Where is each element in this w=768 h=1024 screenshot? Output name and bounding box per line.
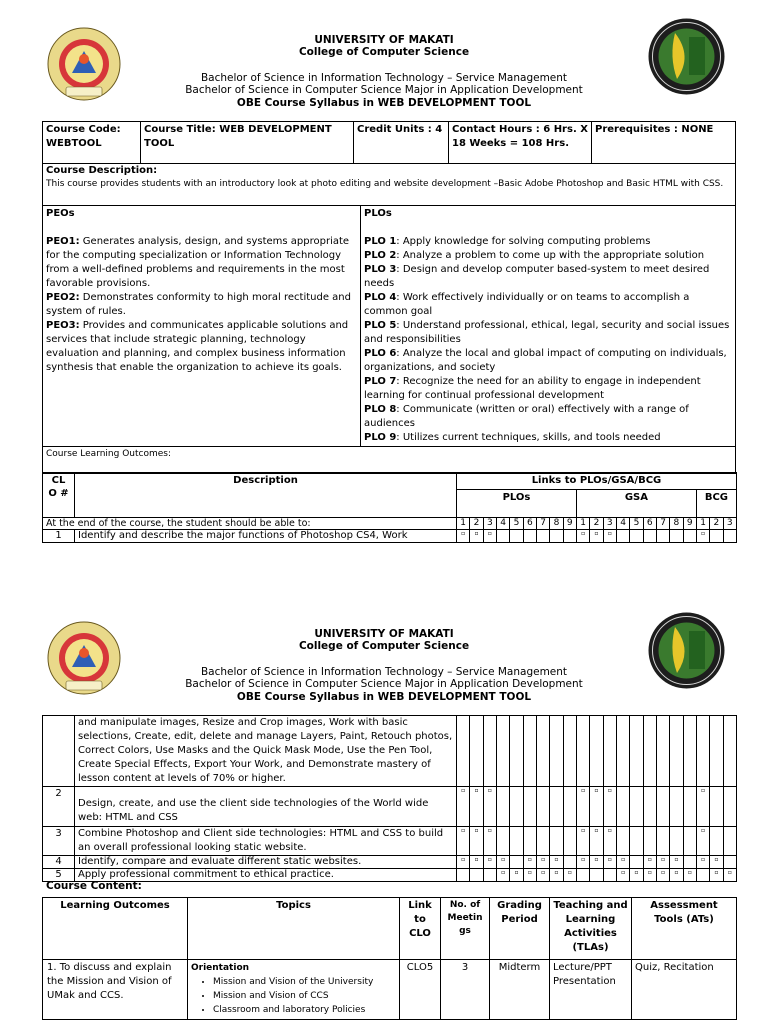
clo-row-text: Identify, compare and evaluate different static websites. (75, 856, 457, 869)
clo-link-cell (643, 827, 656, 856)
document-header: UNIVERSITY OF MAKATI College of Computer Science Bachelor of Science in Information Technology – Service Management Bachelor of Science in Computer Science Major in Application Development OBE Course Syllabus in WEB DEVELOPMENT TOOL (185, 628, 583, 703)
table-cell (496, 716, 509, 787)
table-cell: 2 (43, 787, 75, 827)
table-cell (550, 716, 563, 787)
table-cell: 1 (696, 518, 709, 530)
plo-item: PLO 1: Apply knowledge for solving computing problems (364, 236, 651, 247)
clo-link-cell (643, 787, 656, 827)
clo-link-cell (510, 856, 523, 869)
course-code: Course Code: WEBTOOL (43, 122, 141, 164)
table-cell (630, 716, 643, 787)
clo-link-cell: ▫ (496, 869, 509, 882)
clo-row-text: and manipulate images, Resize and Crop images, Work with basic selections, Create, edit, delete and manage Layers, Paint, Retouch photos, Correct Colors, Use Masks and the Quick Mask Mode, Use the Pen Tool, Create Special Effects, Export Your Work, and Demonstrate mastery of lesson content at levels of 70% or higher. (75, 716, 457, 787)
topic-item: • Classroom and laboratory Policies (213, 1003, 396, 1017)
table-cell (470, 716, 483, 787)
table-cell (683, 716, 696, 787)
clo-link-cell (590, 869, 603, 882)
table-cell (523, 716, 536, 787)
clo-row-4 (43, 856, 737, 869)
clo-link-cell: ▫ (483, 530, 496, 543)
table-cell: 5 (43, 869, 75, 882)
ccs-seal-logo (647, 17, 726, 96)
plo-item: PLO 7: Recognize the need for an ability to engage in independent learning for continual professional development (364, 376, 701, 401)
course-description-cell (43, 164, 736, 206)
clo-link-cell: ▫ (616, 856, 629, 869)
contact-hours: Contact Hours : 6 Hrs. X 18 Weeks = 108 Hrs. (449, 122, 592, 164)
table-cell: 1 (457, 518, 470, 530)
course-content-label: Course Content: (46, 880, 142, 892)
peo-item: PEO1: Generates analysis, design, and systems appropriate for the computing specialization or Information Technology from a well-defined problems and requirements in the most favorable provisions. (46, 236, 350, 289)
clo-link-cell (523, 787, 536, 827)
clo-link-cell (496, 827, 509, 856)
plo-cell (361, 206, 736, 447)
course-content-table (42, 897, 737, 1020)
clo-number-header: CL O # (43, 473, 75, 518)
topic-item: • Mission and Vision of the University (213, 975, 396, 989)
table-cell (670, 716, 683, 787)
clo-link-cell: ▫ (590, 530, 603, 543)
clo-link-cell: ▫ (670, 869, 683, 882)
clo-link-cell (536, 827, 549, 856)
clo-link-cell (550, 530, 563, 543)
clo-link-cell: ▫ (643, 869, 656, 882)
clo-link-cell (683, 787, 696, 827)
clo-link-cell: ▫ (457, 787, 470, 827)
table-cell (536, 716, 549, 787)
clo-link-cell (630, 856, 643, 869)
links-header: Links to PLOs/GSA/BCG (457, 473, 737, 490)
clo-row-5 (43, 869, 737, 882)
description-label: Course Description: (46, 165, 158, 176)
clo-link-cell: ▫ (603, 787, 616, 827)
clo-link-cell: ▫ (563, 869, 576, 882)
meetings-header: No. of Meetin gs (441, 898, 490, 960)
plo-label: PLOs (364, 208, 392, 219)
table-cell: 5 (510, 518, 523, 530)
clo-link-cell (710, 827, 723, 856)
clo-link-cell: ▫ (470, 827, 483, 856)
clo-link-cell (723, 827, 736, 856)
peo-item: PEO3: Provides and communicates applicable solutions and services that include strategic planning, technology evaluation and planning, and complex business information synthesis that enable the organization to achieve its goals. (46, 320, 349, 373)
table-cell: 5 (630, 518, 643, 530)
topic-item: • Mission and Vision of CCS (213, 989, 396, 1003)
clo-link-cell: ▫ (483, 827, 496, 856)
table-cell (723, 716, 736, 787)
clo-link-cell (536, 530, 549, 543)
table-cell (457, 716, 470, 787)
clo-link-cell (603, 869, 616, 882)
prerequisites: Prerequisites : NONE (592, 122, 736, 164)
clo-link-cell (536, 787, 549, 827)
grading-period: Midterm (490, 960, 550, 1020)
clo-link-cell: ▫ (483, 856, 496, 869)
clo-link-cell (723, 530, 736, 543)
table-cell: 7 (536, 518, 549, 530)
clo-link-cell (643, 530, 656, 543)
clo-link-cell: ▫ (457, 827, 470, 856)
description-table (42, 163, 736, 474)
page-gap (0, 560, 768, 592)
clo-link-cell (630, 787, 643, 827)
clo-link-cell (683, 856, 696, 869)
clo-link-cell: ▫ (523, 869, 536, 882)
clo-row-3 (43, 827, 737, 856)
table-cell: 4 (43, 856, 75, 869)
clo-heading: Course Learning Outcomes: (43, 447, 736, 474)
meetings-count: 3 (441, 960, 490, 1020)
clo-link-cell (616, 827, 629, 856)
link-clo: CLO5 (400, 960, 441, 1020)
clo-link-cell (630, 530, 643, 543)
clo-link-cell: ▫ (536, 869, 549, 882)
clo-link-cell: ▫ (536, 856, 549, 869)
clo-row-2 (43, 787, 737, 827)
clo-table (42, 472, 737, 543)
clo-link-cell (457, 869, 470, 882)
clo-link-cell (483, 869, 496, 882)
table-cell: 2 (590, 518, 603, 530)
clo-link-cell: ▫ (576, 827, 589, 856)
clo-row-text: Combine Photoshop and Client side technologies: HTML and CSS to build an overall professional looking static website. (75, 827, 457, 856)
clo-link-cell: ▫ (550, 869, 563, 882)
table-cell: 3 (603, 518, 616, 530)
clo-link-cell: ▫ (523, 856, 536, 869)
table-cell (710, 716, 723, 787)
clo-link-cell (523, 530, 536, 543)
table-cell (43, 716, 75, 787)
clo-link-cell: ▫ (550, 856, 563, 869)
program-line-1: Bachelor of Science in Information Technology – Service Management (200, 71, 568, 84)
clo-link-cell (723, 856, 736, 869)
clo-link-cell: ▫ (630, 869, 643, 882)
peo-item: PEO2: Demonstrates conformity to high moral rectitude and system of rules. (46, 292, 351, 317)
clo-link-cell: ▫ (723, 869, 736, 882)
table-cell: 4 (616, 518, 629, 530)
table-cell: 2 (470, 518, 483, 530)
peo-label: PEOs (46, 208, 75, 219)
content-row-1 (43, 960, 737, 1020)
clo-link-cell: ▫ (696, 856, 709, 869)
clo-link-cell: ▫ (483, 787, 496, 827)
table-cell (603, 716, 616, 787)
at-cell: Quiz, Recitation (632, 960, 737, 1020)
clo-link-cell (470, 869, 483, 882)
tla-header: Teaching and Learning Activities (TLAs) (550, 898, 632, 960)
clo-link-cell: ▫ (710, 869, 723, 882)
clo-link-cell: ▫ (496, 856, 509, 869)
clo-row-text: Design, create, and use the client side technologies of the World wide web: HTML and CSS (75, 787, 457, 827)
document-header (150, 34, 618, 109)
clo-link-cell (723, 787, 736, 827)
clo-link-cell: ▫ (576, 787, 589, 827)
clo-link-cell (563, 530, 576, 543)
table-cell: 6 (643, 518, 656, 530)
syllabus-page-2 (0, 592, 768, 1024)
clo-row-text: Apply professional commitment to ethical practice. (75, 869, 457, 882)
credit-units: Credit Units : 4 (354, 122, 449, 164)
clo-link-cell: ▫ (603, 827, 616, 856)
table-cell (590, 716, 603, 787)
lo-header: Learning Outcomes (43, 898, 188, 960)
clo-link-cell (696, 869, 709, 882)
clo-link-cell (656, 787, 669, 827)
clo-link-cell (616, 787, 629, 827)
clo-link-cell (563, 827, 576, 856)
clo-link-cell: ▫ (683, 869, 696, 882)
grading-header: Grading Period (490, 898, 550, 960)
clo-link-cell (670, 530, 683, 543)
clo-row-1-continued (43, 716, 737, 787)
clo-link-cell: ▫ (603, 530, 616, 543)
clo-link-cell: ▫ (670, 856, 683, 869)
university-seal-logo (46, 27, 122, 101)
clo-link-cell (563, 856, 576, 869)
bcg-header: BCG (696, 490, 736, 518)
plo-item: PLO 6: Analyze the local and global impact of computing on individuals, organizations, and society (364, 348, 727, 373)
plo-item: PLO 3: Design and develop computer based-system to meet desired needs (364, 264, 710, 289)
table-cell (576, 716, 589, 787)
table-cell: 9 (683, 518, 696, 530)
plo-item: PLO 4: Work effectively individually or on teams to accomplish a common goal (364, 292, 690, 317)
clo-link-cell (496, 787, 509, 827)
table-cell (483, 716, 496, 787)
table-cell: 9 (563, 518, 576, 530)
clo-link-cell (510, 787, 523, 827)
clo-link-cell: ▫ (470, 530, 483, 543)
clo-link-cell: ▫ (696, 787, 709, 827)
clo-link-cell: ▫ (590, 787, 603, 827)
course-title: Course Title: WEB DEVELOPMENT TOOL (141, 122, 354, 164)
college-name: College of Computer Science (298, 46, 470, 59)
clo-link-cell (576, 869, 589, 882)
clo-link-cell (670, 787, 683, 827)
clo-link-cell: ▫ (616, 869, 629, 882)
table-cell: 1 (576, 518, 589, 530)
clo-link-cell: ▫ (696, 827, 709, 856)
plo-item: PLO 5: Understand professional, ethical, legal, security and social issues and responsibilities (364, 320, 730, 345)
table-cell: 3 (43, 827, 75, 856)
clo-link-cell (683, 827, 696, 856)
table-cell: 7 (656, 518, 669, 530)
clo-link-cell: ▫ (510, 869, 523, 882)
clo-link-cell (563, 787, 576, 827)
clo-link-cell: ▫ (470, 787, 483, 827)
syllabus-title: OBE Course Syllabus in WEB DEVELOPMENT TOOL (236, 96, 532, 109)
course-info-table (42, 121, 736, 164)
table-cell: 3 (483, 518, 496, 530)
gsa-header: GSA (576, 490, 696, 518)
university-name: UNIVERSITY OF MAKATI (314, 34, 454, 46)
content-header-row (43, 898, 737, 960)
table-cell: 8 (550, 518, 563, 530)
clo-link-cell (656, 530, 669, 543)
clo-link-cell: ▫ (590, 856, 603, 869)
table-cell: 8 (670, 518, 683, 530)
topic-list (191, 975, 396, 1017)
clo-link-cell (710, 530, 723, 543)
plos-header: PLOs (457, 490, 577, 518)
clo-link-cell (496, 530, 509, 543)
clo-link-cell (550, 787, 563, 827)
clo-link-cell: ▫ (643, 856, 656, 869)
table-cell (696, 716, 709, 787)
clo-description-header: Description (75, 473, 457, 518)
clo-link-cell: ▫ (590, 827, 603, 856)
learning-outcome: 1. To discuss and explain the Mission and Vision of UMak and CCS. (43, 960, 188, 1020)
clo-link-cell (510, 827, 523, 856)
tla-cell: Lecture/PPT Presentation (550, 960, 632, 1020)
clo-link-cell: ▫ (696, 530, 709, 543)
clo-link-cell: ▫ (576, 856, 589, 869)
clo-link-cell: ▫ (470, 856, 483, 869)
description-text: This course provides students with an introductory look at photo editing and website development –Basic Adobe Photoshop and Basic HTML with CSS. (46, 179, 724, 189)
university-seal-logo (46, 621, 122, 695)
clo-link-cell: ▫ (457, 530, 470, 543)
clo-link-cell: ▫ (710, 856, 723, 869)
clo-link-cell: ▫ (656, 856, 669, 869)
plo-item: PLO 9: Utilizes current techniques, skills, and tools needed (364, 432, 661, 443)
topics-header: Topics (188, 898, 400, 960)
table-cell: 4 (496, 518, 509, 530)
at-header: Assessment Tools (ATs) (632, 898, 737, 960)
table-cell (510, 716, 523, 787)
ccs-seal-logo (647, 611, 726, 690)
plo-item: PLO 8: Communicate (written or oral) effectively with a range of audiences (364, 404, 689, 429)
clo-link-cell (550, 827, 563, 856)
clo-row-text: Identify and describe the major functions of Photoshop CS4, Work (75, 530, 457, 543)
clo-link-cell (510, 530, 523, 543)
table-cell: 2 (710, 518, 723, 530)
table-cell (616, 716, 629, 787)
table-cell: 3 (723, 518, 736, 530)
clo-row-1 (43, 530, 737, 543)
clo-link-cell (630, 827, 643, 856)
program-line-2: Bachelor of Science in Computer Science Major in Application Development (185, 84, 583, 97)
topics-cell (188, 960, 400, 1020)
clo-table-continued (42, 715, 737, 882)
clo-link-cell: ▫ (603, 856, 616, 869)
table-cell (656, 716, 669, 787)
clo-link-cell (683, 530, 696, 543)
clo-link-cell (523, 827, 536, 856)
peo-cell (43, 206, 361, 447)
link-header: Link to CLO (400, 898, 441, 960)
clo-link-cell (670, 827, 683, 856)
clo-link-cell (656, 827, 669, 856)
clo-row-num: 1 (43, 530, 75, 543)
clo-link-cell: ▫ (457, 856, 470, 869)
clo-link-cell (710, 787, 723, 827)
table-cell (563, 716, 576, 787)
table-cell: 6 (523, 518, 536, 530)
clo-intro: At the end of the course, the student should be able to: (43, 518, 457, 530)
clo-link-cell: ▫ (576, 530, 589, 543)
plo-item: PLO 2: Analyze a problem to come up with the appropriate solution (364, 250, 705, 261)
table-cell (643, 716, 656, 787)
clo-link-cell (616, 530, 629, 543)
clo-number-row (43, 518, 737, 530)
topic-title: Orientation (191, 963, 250, 973)
clo-link-cell: ▫ (656, 869, 669, 882)
